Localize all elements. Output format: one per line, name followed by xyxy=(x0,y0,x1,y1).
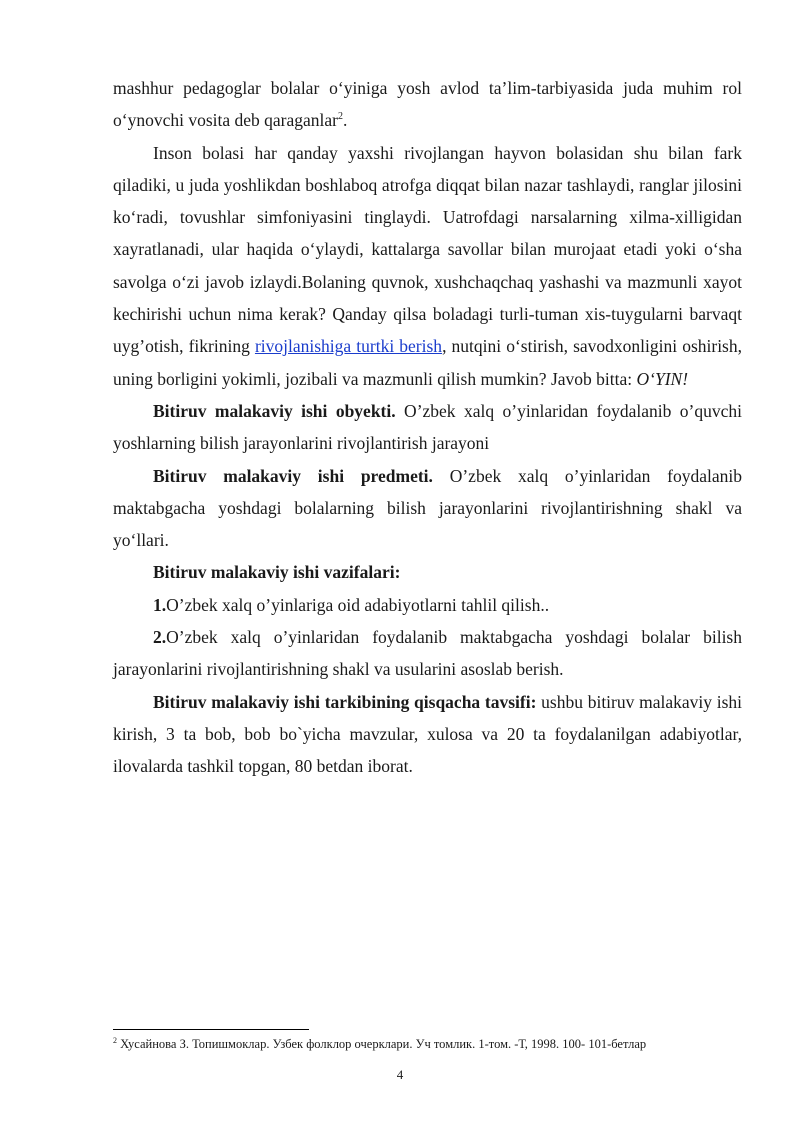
footnote-text: Хусайнова З. Топишмоклар. Узбек фолклор очерклари. Уч томлик. 1-том. -Т, 1998. 100- 101-бетлар xyxy=(117,1037,647,1051)
task-number: 2. xyxy=(153,627,167,648)
paragraph-text: ushbu bitiruv malakaviy ishi kirish, 3 ta bob, bob bo`yicha mavzular, xulosa va 20 ta foydalanilgan adabiyotlar, ilovalarda tashkil topgan, 80 betdan iborat. xyxy=(113,691,742,777)
paragraph-child-development xyxy=(113,137,742,395)
footnote xyxy=(113,1036,742,1052)
footnote-reference[interactable]: 2 xyxy=(338,111,343,123)
paragraph-intro-continuation xyxy=(113,72,742,137)
heading-tasks: Bitiruv malakaviy ishi vazifalari: xyxy=(153,562,401,583)
heading-structure: Bitiruv malakaviy ishi tarkibining qisqacha tavsifi: xyxy=(153,691,537,712)
paragraph-text: mashhur pedagoglar bolalar o‘yiniga yosh avlod ta’lim-tarbiyasida juda muhim rol o‘ynovchi vosita deb qaraganlar xyxy=(113,78,742,131)
task-text: O’zbek xalq o’yinlariga oid adabiyotlarni tahlil qilish.. xyxy=(166,594,550,615)
paragraph-text: , nutqini o‘stirish, savodxonligini oshirish, uning borligini yokimli, jozibali va mazmunli qilish mumkin? Javob bitta: xyxy=(113,336,742,389)
paragraph-tasks-heading xyxy=(113,556,742,588)
paragraph-text: . xyxy=(343,110,348,131)
emphasis-oyin: O‘YIN! xyxy=(636,368,689,389)
footnote-marker: 2 xyxy=(113,1035,117,1045)
task-number: 1. xyxy=(153,594,167,615)
paragraph-structure-summary xyxy=(113,686,742,783)
page-number: 4 xyxy=(396,1067,404,1082)
paragraph-research-object xyxy=(113,395,742,460)
document-body xyxy=(113,72,742,783)
paragraph-text: O’zbek xalq o’yinlaridan foydalanib o’quvchi yoshlarning bilish jarayonlarini rivojlantirish jarayoni xyxy=(113,400,742,454)
paragraph-research-subject xyxy=(113,460,742,557)
hyperlink-rivojlanishiga[interactable]: rivojlanishiga turtki berish xyxy=(254,336,443,357)
task-text: O’zbek xalq o’yinlaridan foydalanib maktabgacha yoshdagi bolalar bilish jarayonlarini rivojlantirishning shakl va usularini asoslab berish. xyxy=(113,627,742,680)
task-item-2 xyxy=(113,621,742,686)
footnote-separator xyxy=(113,1029,309,1030)
paragraph-text: O’zbek xalq o’yinlaridan foydalanib maktabgacha yoshdagi bolalarning bilish jarayonlarini rivojlantirishning shakl va yo‘llari. xyxy=(113,465,743,551)
heading-object: Bitiruv malakaviy ishi obyekti. xyxy=(153,400,396,421)
heading-subject: Bitiruv malakaviy ishi predmeti. xyxy=(153,465,433,486)
paragraph-text: Inson bolasi har qanday yaxshi rivojlangan hayvon bolasidan shu bilan fark qiladiki, u juda yoshlikdan boshlaboq atrofga diqqat bilan nazar tashlaydi, ranglar jilosini ko‘radi, tovushlar simfoniyasini tinglaydi. Uatrofdagi narsalarning xilma-xilligidan xayratlanadi, ular haqida o‘ylaydi, kattalarga savollar bilan murojaat etadi yoki o‘sha savolga o‘zi javob izlaydi.Bolaning quvnok, xushchaqchaq yashashi va mazmunli xayot kechirishi uchun nima kerak? Qanday qilsa boladagi turli-tuman xis-tuygularni barvaqt uyg’otish, fikrining xyxy=(113,142,742,357)
task-item-1 xyxy=(113,589,742,621)
